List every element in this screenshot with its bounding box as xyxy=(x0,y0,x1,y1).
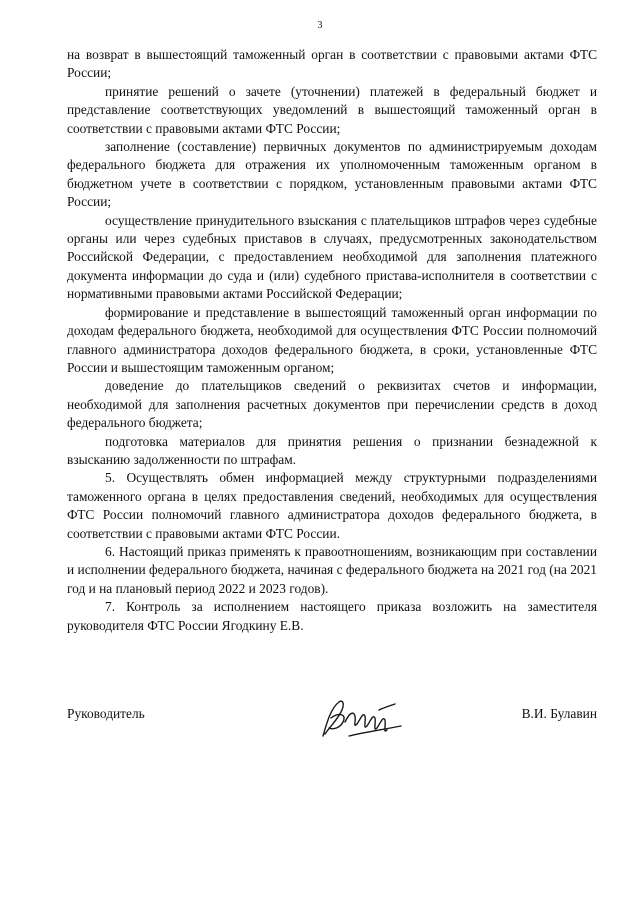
paragraph-primary-documents: заполнение (составление) первичных документов по администрируемым доходам федерального бюджета для отражения их уполномоченным таможенным органом в бюджетном учете в соответствии с порядком, установленным правовыми актами ФТС России; xyxy=(67,139,597,210)
paragraph-uncollectible-debt: подготовка материалов для принятия решения о признании безнадежной к взысканию задолженности по штрафам. xyxy=(67,433,597,467)
paragraph-continuation: на возврат в вышестоящий таможенный орган в соответствии с правовыми актами ФТС России; xyxy=(67,47,597,81)
paragraph-budget-information: формирование и представление в вышестоящий таможенный орган информации по доходам федерального бюджета, необходимой для осуществления ФТС России полномочий главного администратора доходов федерального бюджета, в сроки, установленные ФТС России и вышестоящим таможенным органом; xyxy=(67,304,597,375)
paragraph-account-details: доведение до плательщиков сведений о реквизитах счетов и информации, необходимой для заполнения расчетных документов при перечислении средств в доход федерального бюджета; xyxy=(67,378,597,431)
paragraph-enforced-collection: осуществление принудительного взыскания с плательщиков штрафов через судебные органы или через судебных приставов в случаях, предусмотренных законодательством Российской Федерации, с предоставлением необходимой для заполнения платежного документа информации до суда и (или) судебного пристава-исполнителя в соответствии с нормативными правовыми актами Российской Федерации; xyxy=(67,212,597,302)
page-number: 3 xyxy=(317,20,323,31)
clause-7: 7. Контроль за исполнением настоящего приказа возложить на заместителя руководителя ФТС России Ягодкину Е.В. xyxy=(67,599,597,633)
handwritten-signature xyxy=(309,692,409,744)
paragraph-offset-decision: принятие решений о зачете (уточнении) платежей в федеральный бюджет и представление соответствующих уведомлений в вышестоящий таможенный орган в соответствии с правовыми актами ФТС России; xyxy=(67,83,597,136)
signature-block xyxy=(67,700,597,770)
signatory-name: В.И. Булавин xyxy=(521,706,597,721)
document-body xyxy=(67,46,597,635)
clause-5: 5. Осуществлять обмен информацией между структурными подразделениями таможенного органа в целях предоставления сведений, необходимых для осуществления ФТС России полномочий главного администратора доходов федерального бюджета, в соответствии с правовыми актами ФТС России. xyxy=(67,470,597,541)
clause-6: 6. Настоящий приказ применять к правоотношениям, возникающим при составлении и исполнении федерального бюджета, начиная с федерального бюджета на 2021 год (на 2021 год и на плановый период 2022 и 2023 годов). xyxy=(67,543,597,596)
signatory-title: Руководитель xyxy=(67,706,145,721)
